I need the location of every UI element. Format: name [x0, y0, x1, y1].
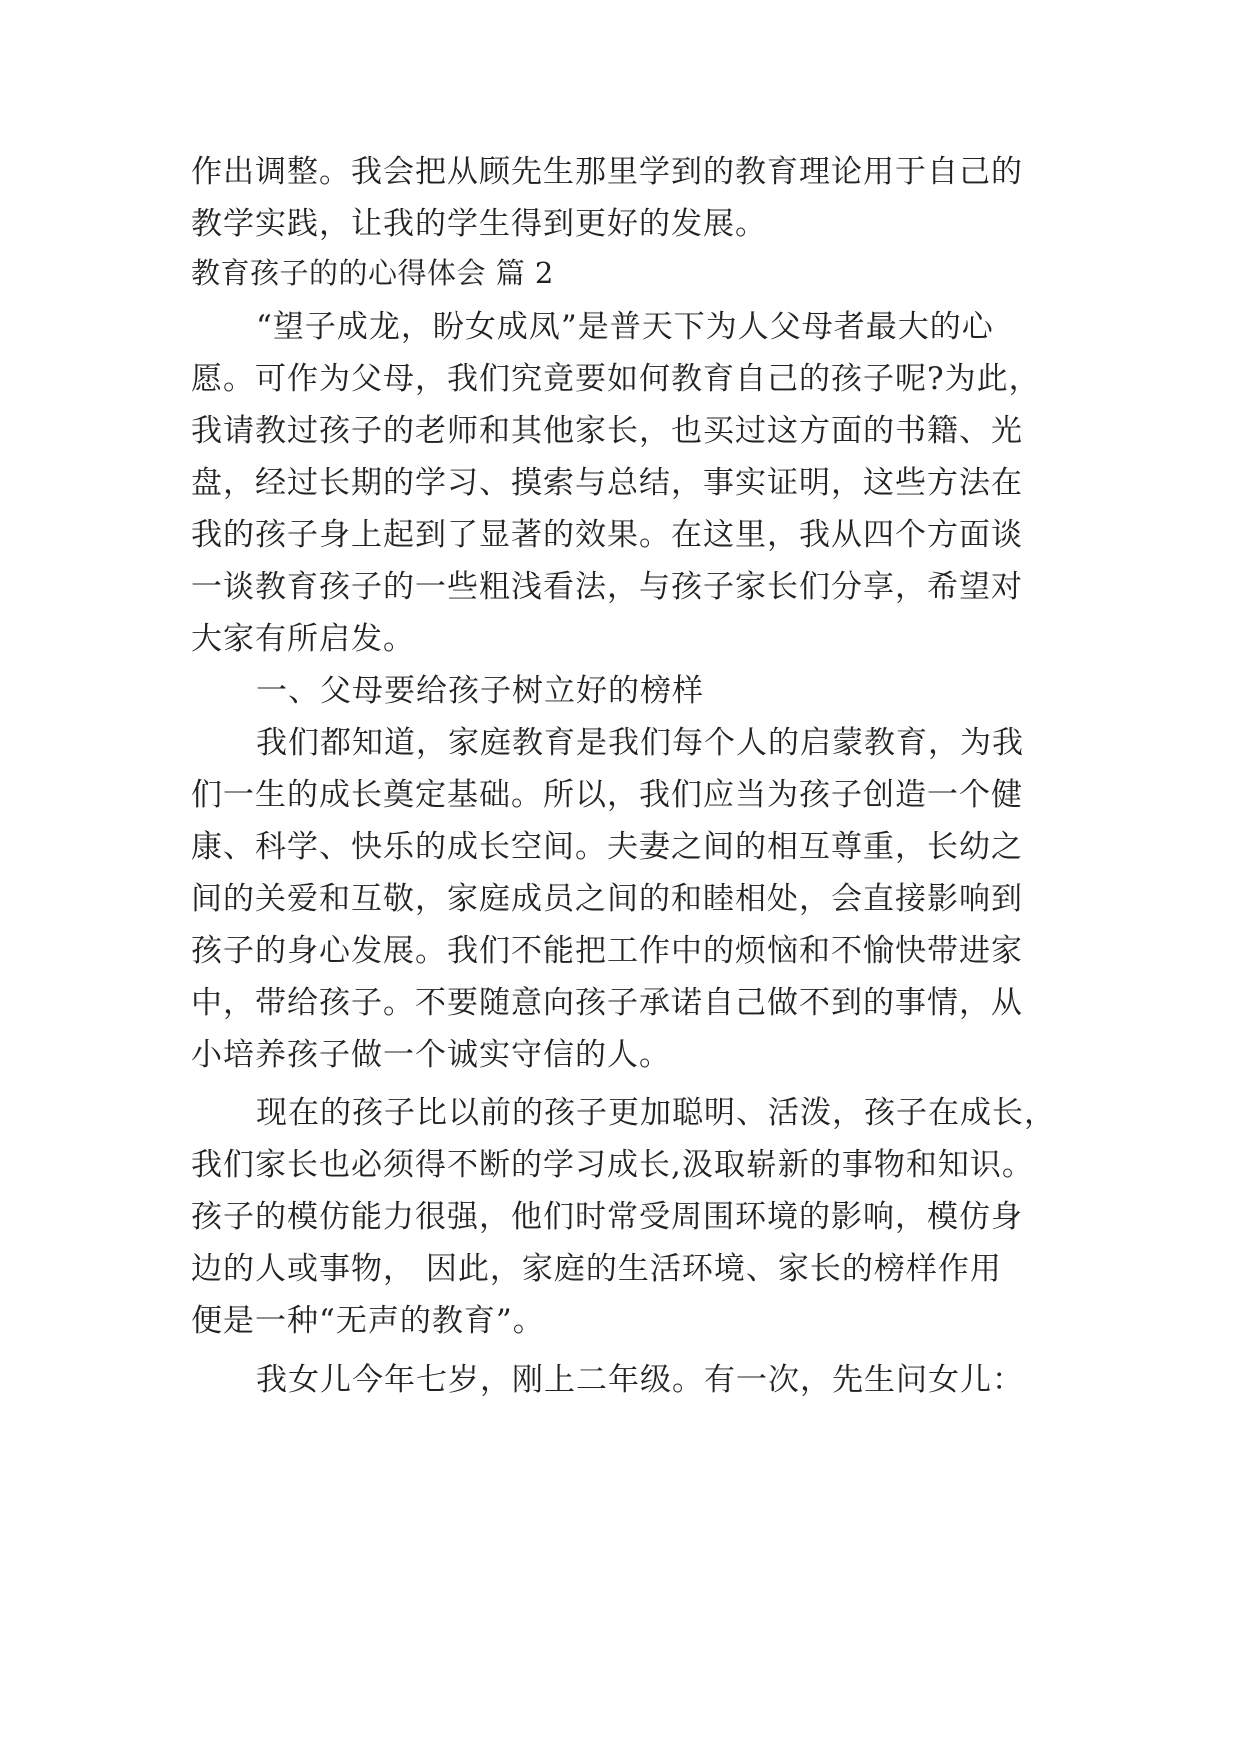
paragraph-line: 边的人或事物， 因此，家庭的生活环境、家长的榜样作用 — [191, 1251, 1002, 1287]
paragraph-line: 间的关爱和互敬，家庭成员之间的和睦相处，会直接影响到 — [191, 881, 1023, 917]
paragraph-line: 孩子的身心发展。我们不能把工作中的烦恼和不愉快带进家 — [191, 933, 1023, 969]
paragraph-line: 便是一种“无声的教育”。 — [191, 1303, 545, 1339]
paragraph-line: 我们都知道，家庭教育是我们每个人的启蒙教育，为我 — [256, 725, 1024, 761]
paragraph-line: 现在的孩子比以前的孩子更加聪明、活泼，孩子在成长， — [256, 1095, 1056, 1131]
section-heading: 教育孩子的的心得体会 篇 2 — [191, 256, 554, 290]
paragraph-line: 教学实践，让我的学生得到更好的发展。 — [191, 206, 767, 242]
paragraph-line: 孩子的模仿能力很强，他们时常受周围环境的影响，模仿身 — [191, 1199, 1023, 1235]
paragraph-line: 一谈教育孩子的一些粗浅看法，与孩子家长们分享，希望对 — [191, 569, 1023, 605]
paragraph-line: 我们家长也必须得不断的学习成长,汲取崭新的事物和知识。 — [191, 1147, 1034, 1183]
paragraph-line: 康、科学、快乐的成长空间。夫妻之间的相互尊重，长幼之 — [191, 829, 1023, 865]
paragraph-line: 中，带给孩子。不要随意向孩子承诺自己做不到的事情，从 — [191, 985, 1023, 1021]
paragraph-line: 作出调整。我会把从顾先生那里学到的教育理论用于自己的 — [191, 154, 1023, 190]
paragraph-line: “望子成龙，盼女成凤”是普天下为人父母者最大的心 — [256, 309, 994, 345]
subsection-heading: 一、父母要给孩子树立好的榜样 — [256, 673, 704, 709]
paragraph-line: 愿。可作为父母，我们究竟要如何教育自己的孩子呢?为此， — [191, 361, 1041, 397]
paragraph-line: 们一生的成长奠定基础。所以，我们应当为孩子创造一个健 — [191, 777, 1023, 813]
paragraph-line: 我的孩子身上起到了显著的效果。在这里，我从四个方面谈 — [191, 517, 1023, 553]
paragraph-line: 我女儿今年七岁，刚上二年级。有一次，先生问女儿： — [256, 1362, 1024, 1398]
paragraph-line: 大家有所启发。 — [191, 621, 415, 657]
paragraph-line: 我请教过孩子的老师和其他家长，也买过这方面的书籍、光 — [191, 413, 1023, 449]
paragraph-line: 小培养孩子做一个诚实守信的人。 — [191, 1037, 671, 1073]
paragraph-line: 盘，经过长期的学习、摸索与总结，事实证明，这些方法在 — [191, 465, 1023, 501]
